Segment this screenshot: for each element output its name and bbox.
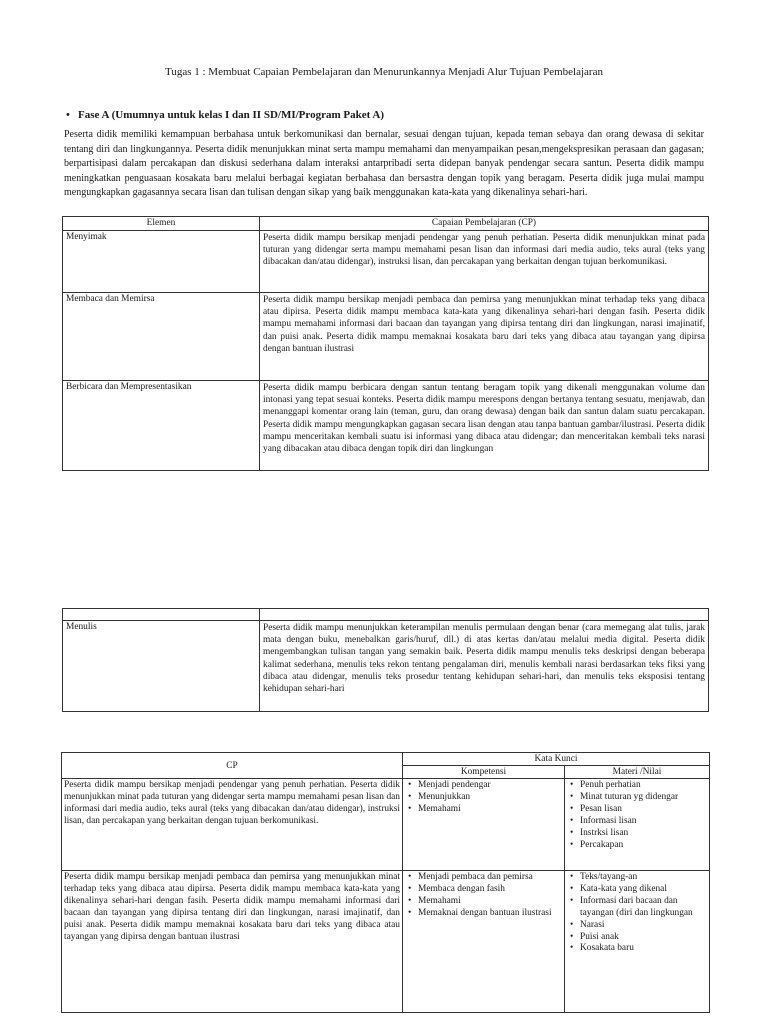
writing-table [62, 608, 709, 712]
list-item-text: Puisi anak [580, 931, 619, 942]
cp-cell: Peserta didik mampu menunjukkan keterampilan menulis permulaan dengan benar (cara memegang alat tulis, jarak mata dengan buku, menebalkan garis/huruf, dll.) di atas kertas dan/atau melalui media digital. Peserta didik mengembangkan tulisan tangan yang semakin baik. Peserta didik mampu menulis teks deskripsi dengan beberapa kalimat sederhana, menulis teks rekon tentang pengalaman diri, menulis kembali narasi berdasarkan teks fiksi yang dibaca atau didengar, menulis teks prosedur tentang kehidupan sehari-hari, dan menulis teks eksposisi tentang kehidupan sehari-hari [260, 621, 709, 712]
header-materi: Materi /Nilai [565, 766, 710, 779]
list-item [567, 872, 707, 884]
list-item-text: Teks/tayang-an [580, 872, 638, 882]
bullet-icon: • [570, 791, 574, 802]
keywords-table [61, 752, 710, 1013]
bullet-icon: • [408, 791, 412, 802]
bullet-icon: • [408, 907, 412, 918]
bullet-icon: • [408, 895, 412, 906]
header-kata-kunci: Kata Kunci [403, 753, 710, 766]
document-title: Tugas 1 : Membuat Capaian Pembelajaran dan Menurunkannya Menjadi Alur Tujuan Pembelajaran [165, 66, 603, 78]
bullet-icon: • [408, 780, 412, 790]
list-item [567, 920, 707, 932]
phase-heading-text: Fase A (Umumnya untuk kelas I dan II SD/MI/Program Paket A) [78, 109, 384, 121]
bullet-icon: • [570, 803, 574, 814]
list-item-text: Informasi dari bacaan dan tayangan (diri dan lingkungan [580, 895, 693, 918]
cp-cell: Peserta didik mampu bersikap menjadi pembaca dan pemirsa yang menunjukkan minat terhadap teks yang dibaca atau dipirsa. Peserta didik mampu membaca kata-kata yang dikenalinya sehari-hari dengan fasih. Peserta didik mampu memahami informasi dari bacaan dan tayangan yang dipirsa tentang diri dan lingkungan, narasi imajinatif, dan puisi anak. Peserta didik mampu memaknai kosakata baru dari teks yang dibaca atau tayangan yang dipirsa dengan bantuan ilustrasi [260, 293, 709, 381]
bullet-icon: • [570, 815, 574, 826]
bullet-icon: • [570, 931, 574, 942]
materi-list [567, 872, 707, 955]
list-item [567, 884, 707, 896]
bullet-icon: • [408, 803, 412, 814]
empty-cell [63, 609, 260, 621]
list-item [567, 792, 707, 804]
kompetensi-list [405, 872, 562, 920]
list-item [567, 943, 707, 955]
list-item-text: Memahami [418, 803, 461, 814]
cp-cell: Peserta didik mampu berbicara dengan santun tentang beragam topik yang dikenali menggunakan volume dan intonasi yang tepat sesuai konteks. Peserta didik mampu merespons dengan bertanya tentang sesuatu, menjawab, dan menanggapi komentar orang lain (teman, guru, dan orang dewasa) dengan baik dan santun dalam suatu percakapan. Peserta didik mampu mengungkapkan gagasan secara lisan dengan atau tanpa bantuan gambar/ilustrasi. Peserta didik mampu menceritakan kembali suatu isi informasi yang dibaca atau didengar; dan menceritakan kembali teks narasi yang dibacakan atau dibaca dengan topik diri dan lingkungan [260, 381, 709, 471]
bullet-icon: • [408, 883, 412, 894]
list-item [405, 908, 562, 920]
list-item [567, 932, 707, 944]
bullet-icon: • [570, 872, 574, 882]
header-elemen: Elemen [63, 217, 260, 231]
list-item [405, 804, 562, 816]
header-kompetensi: Kompetensi [403, 766, 565, 779]
cp-cell: Peserta didik mampu bersikap menjadi pendengar yang penuh perhatian. Peserta didik menunjukkan minat pada tuturan yang didengar serta mampu memahami pesan lisan dan informasi dari media audio, teks aural (teks yang dibacakan dan/atau didengar), instruksi lisan, dan percakapan yang berkaitan dengan tujuan berkomunikasi. [62, 779, 403, 871]
phase-heading [66, 109, 384, 121]
cp-cell: Peserta didik mampu bersikap menjadi pembaca dan pemirsa yang menunjukkan minat terhadap teks yang dibaca atau dipirsa. Peserta didik mampu membaca kata-kata yang dikenalinya sehari-hari dengan fasih. Peserta didik mampu memahami informasi dari bacaan dan tayangan yang dipirsa tentang diri dan lingkungan, narasi imajinatif, dan puisi anak. Peserta didik mampu memaknai kosakata baru dari teks yang dibaca atau tayangan yang dipirsa dengan bantuan ilustrasi [62, 871, 403, 1013]
list-item-text: Pesan lisan [580, 803, 622, 814]
list-item [405, 780, 562, 792]
empty-cell [260, 609, 709, 621]
list-item [567, 828, 707, 840]
list-item-text: Menjadi pendengar [418, 780, 491, 790]
kompetensi-cell [403, 779, 565, 871]
list-item-text: Penuh perhatian [580, 780, 641, 790]
list-item-text: Minat tuturan yg didengar [580, 791, 679, 802]
list-item-text: Percakapan [580, 839, 624, 850]
bullet-icon: • [570, 839, 574, 850]
list-item [567, 816, 707, 828]
list-item-text: Kosakata baru [580, 943, 634, 954]
table-row [63, 381, 709, 471]
table-row [63, 293, 709, 381]
bullet-icon: • [570, 895, 574, 906]
list-item [567, 896, 707, 920]
elemen-cell: Menyimak [63, 231, 260, 293]
list-item [567, 840, 707, 852]
kompetensi-cell [403, 871, 565, 1013]
list-item-text: Narasi [580, 919, 605, 930]
list-item-text: Kata-kata yang dikenal [580, 883, 667, 894]
list-item-text: Memaknai dengan bantuan ilustrasi [418, 907, 552, 918]
elemen-cell: Membaca dan Memirsa [63, 293, 260, 381]
elemen-cell: Berbicara dan Mempresentasikan [63, 381, 260, 471]
kompetensi-list [405, 780, 562, 816]
elemen-cell: Menulis [63, 621, 260, 712]
table-row [63, 231, 709, 293]
table-row [62, 779, 710, 871]
materi-list [567, 780, 707, 851]
list-item [405, 792, 562, 804]
empty-header-row [63, 609, 709, 621]
bullet-icon: • [570, 780, 574, 790]
bullet-icon: • [66, 109, 70, 121]
list-item-text: Menjadi pembaca dan pemirsa [418, 872, 533, 882]
list-item-text: Membaca dengan fasih [418, 883, 505, 894]
list-item [405, 884, 562, 896]
materi-cell [565, 871, 710, 1013]
bullet-icon: • [408, 872, 412, 882]
bullet-icon: • [570, 827, 574, 838]
bullet-icon: • [570, 883, 574, 894]
list-item [567, 804, 707, 816]
bullet-icon: • [570, 919, 574, 930]
list-item-text: Memahami [418, 895, 461, 906]
table-row [63, 621, 709, 712]
list-item [567, 780, 707, 792]
intro-paragraph: Peserta didik memiliki kemampuan berbahasa untuk berkomunikasi dan bernalar, sesuai dengan tujuan, kepada teman sebaya dan orang dewasa di sekitar tentang diri dan lingkungannya. Peserta didik menunjukkan minat serta mampu memahami dan menyampaikan pesan,mengekspresikan perasaan dan gagasan; berpartisipasi dalam percakapan dan diskusi sederhana dalam interaksi antarpribadi serta didepan banyak pendengar secara santun. Peserta didik mampu meningkatkan penguasaan kosakata baru melalui berbagai kegiatan berbahasa dan bersastra dengan topik yang beragam. Peserta didik juga mulai mampu mengungkapkan gagasannya secara lisan dan tulisan dengan sikap yang baik menggunakan kata-kata yang dikenalinya sehari-hari. [64, 129, 704, 199]
table-header-row [62, 753, 710, 766]
list-item-text: Instrksi lisan [580, 827, 629, 838]
header-cp: CP [62, 753, 403, 779]
cp-cell: Peserta didik mampu bersikap menjadi pendengar yang penuh perhatian. Peserta didik menunjukkan minat pada tuturan yang didengar serta mampu memahami pesan lisan dan informasi dari media audio, teks aural (teks yang dibacakan dan/atau didengar), instruksi lisan, dan percakapan yang berkaitan dengan tujuan berkomunikasi. [260, 231, 709, 293]
materi-cell [565, 779, 710, 871]
table-row [62, 871, 710, 1013]
list-item-text: Menunjukkan [418, 791, 471, 802]
elements-table [62, 216, 709, 471]
list-item [405, 896, 562, 908]
list-item [405, 872, 562, 884]
header-cp: Capaian Pembelajaran (CP) [260, 217, 709, 231]
table-header-row [63, 217, 709, 231]
bullet-icon: • [570, 943, 574, 954]
list-item-text: Informasi lisan [580, 815, 637, 826]
